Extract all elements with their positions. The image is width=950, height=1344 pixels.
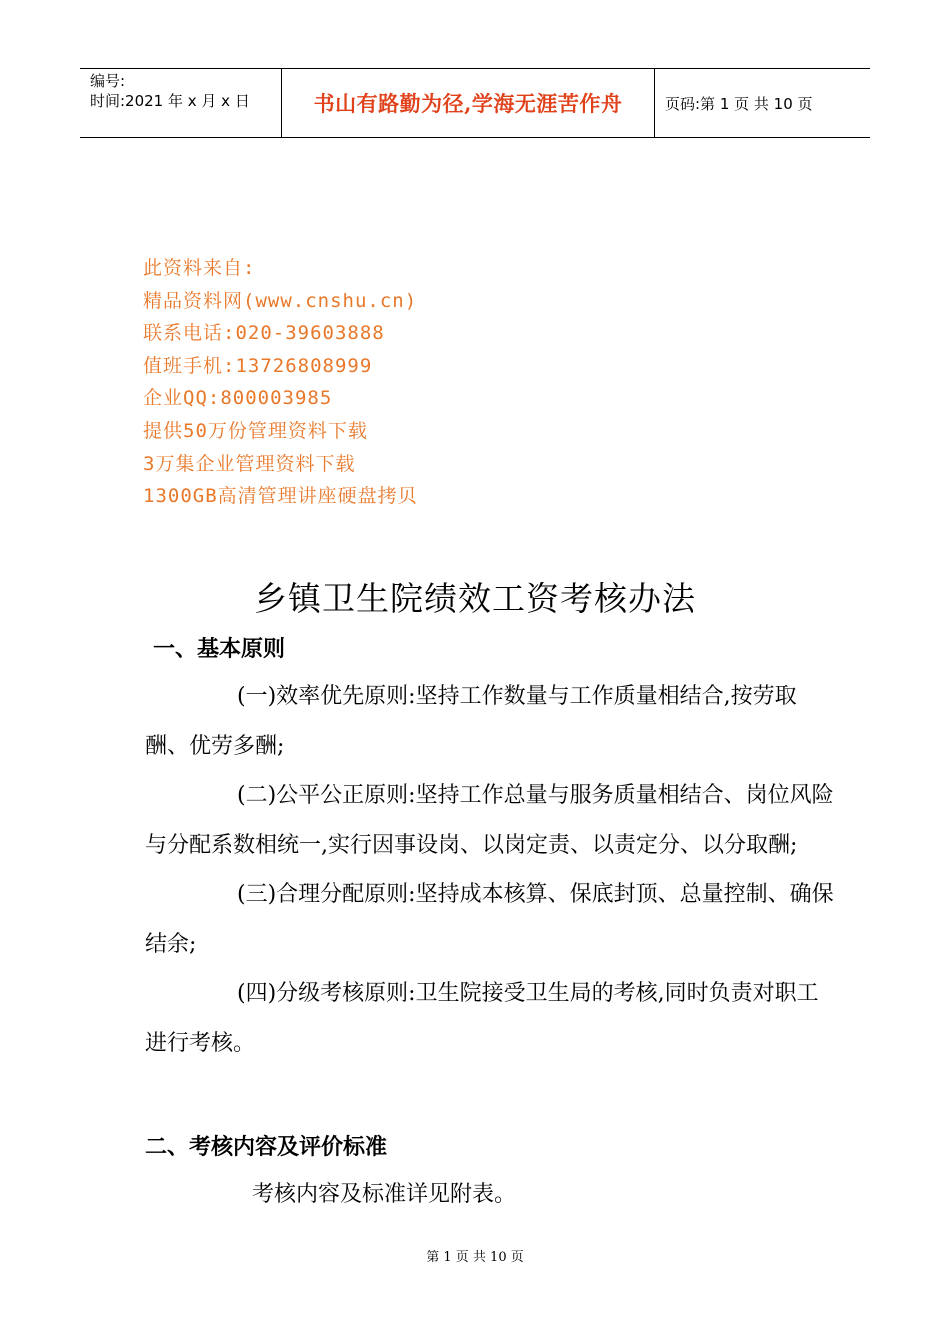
source-line: 1300GB高清管理讲座硬盘拷贝 — [143, 485, 418, 508]
number-label: 编号: — [90, 72, 126, 90]
principle-paragraph: (三)合理分配原则:坚持成本核算、保底封顶、总量控制、确保结余; — [145, 882, 834, 957]
section1-heading: 一、基本原则 — [153, 637, 286, 662]
principle-paragraph: (四)分级考核原则:卫生院接受卫生局的考核,同时负责对职工进行考核。 — [145, 981, 819, 1056]
document-title: 乡镇卫生院绩效工资考核办法 — [254, 579, 696, 618]
principle-paragraph: (二)公平公正原则:坚持工作总量与服务质量相结合、岗位风险与分配系数相统一,实行因事设岗、以岗定责、以责定分、以分取酬; — [145, 783, 834, 858]
source-line: 3万集企业管理资料下载 — [143, 452, 356, 475]
source-line: 联系电话:020-39603888 — [143, 322, 385, 345]
section2-paragraph: 考核内容及标准详见附表。 — [252, 1182, 517, 1207]
source-line: 此资料来自: — [143, 257, 256, 279]
principle-paragraph: (一)效率优先原则:坚持工作数量与工作质量相结合,按劳取酬、优劳多酬; — [145, 684, 797, 759]
source-line: 值班手机:13726808999 — [143, 354, 373, 377]
header-table — [80, 68, 870, 138]
section2-heading: 二、考核内容及评价标准 — [145, 1135, 388, 1160]
section2-body — [145, 1170, 835, 1220]
page-info: 页码:第 1 页 共 10 页 — [665, 94, 813, 113]
source-line: 提供50万份管理资料下载 — [143, 419, 368, 442]
page-footer: 第 1 页 共 10 页 — [426, 1250, 524, 1265]
source-info-block — [143, 252, 418, 513]
source-line: 精品资料网(www.cnshu.cn) — [143, 289, 418, 312]
time-label: 时间:2021 年 x 月 x 日 — [90, 92, 250, 110]
header-page-cell — [655, 69, 870, 137]
source-line: 企业QQ:800003985 — [143, 387, 333, 410]
motto-text: 书山有路勤为径,学海无涯苦作舟 — [313, 91, 623, 116]
header-meta-cell — [80, 69, 282, 137]
header-motto-cell — [282, 69, 655, 137]
principles-body — [145, 672, 835, 1068]
